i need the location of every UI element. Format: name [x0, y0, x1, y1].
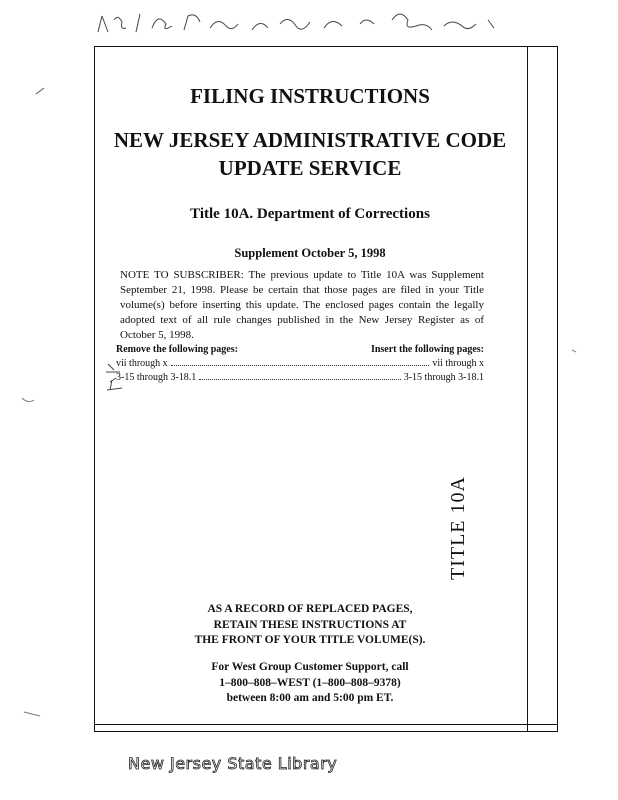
code-title-line-1: NEW JERSEY ADMINISTRATIVE CODE: [113, 128, 507, 152]
table-row: [116, 372, 484, 386]
insert-pages-cell: vii through x: [432, 358, 484, 369]
library-stamp: New Jersey State Library: [128, 754, 338, 773]
page-replacement-table: [116, 344, 484, 386]
support-phone: 1–800–808–WEST (1–800–808–9378): [219, 676, 401, 689]
leader-dots: [171, 365, 430, 366]
customer-support-block: [94, 660, 526, 707]
tab-divider-rule: [527, 47, 528, 731]
retain-line: RETAIN THESE INSTRUCTIONS AT: [213, 618, 407, 631]
insert-pages-header: Insert the following pages:: [370, 344, 484, 355]
retain-line: AS A RECORD OF REPLACED PAGES,: [207, 603, 413, 615]
title-subtitle: Title 10A. Department of Corrections: [190, 206, 430, 222]
filing-instructions-heading: FILING INSTRUCTIONS: [190, 84, 430, 108]
insert-pages-cell: 3-15 through 3-18.1: [403, 372, 484, 383]
support-hours: between 8:00 am and 5:00 pm ET.: [226, 692, 394, 704]
bottom-rule: [95, 724, 557, 725]
supplement-date: Supplement October 5, 1998: [234, 246, 386, 260]
remove-pages-header: Remove the following pages:: [116, 344, 238, 355]
remove-pages-cell: 3-15 through 3-18.1: [116, 372, 197, 383]
subscriber-note: NOTE TO SUBSCRIBER: The previous update to Title 10A was Supplement September 21, 1998. Please be certain that those pages are filed in your Title volume(s) before inserting this update. The enclosed pages contain the legally adopted text of all rule changes published in the New Jersey Register as of October 5, 1998.: [120, 269, 484, 341]
remove-pages-cell: vii through x: [116, 358, 168, 369]
retain-instructions-block: [94, 602, 526, 649]
title-tab-label: TITLE 10A: [447, 476, 469, 580]
handwritten-check-marks: [104, 358, 134, 394]
table-row: [116, 358, 484, 372]
table-header: [116, 344, 484, 358]
support-line: For West Group Customer Support, call: [211, 661, 409, 673]
retain-line: THE FRONT OF YOUR TITLE VOLUME(S).: [194, 634, 426, 646]
code-title-line-2: UPDATE SERVICE: [218, 156, 402, 180]
handwritten-header-scrawl: [92, 2, 512, 46]
leader-dots: [199, 379, 400, 380]
